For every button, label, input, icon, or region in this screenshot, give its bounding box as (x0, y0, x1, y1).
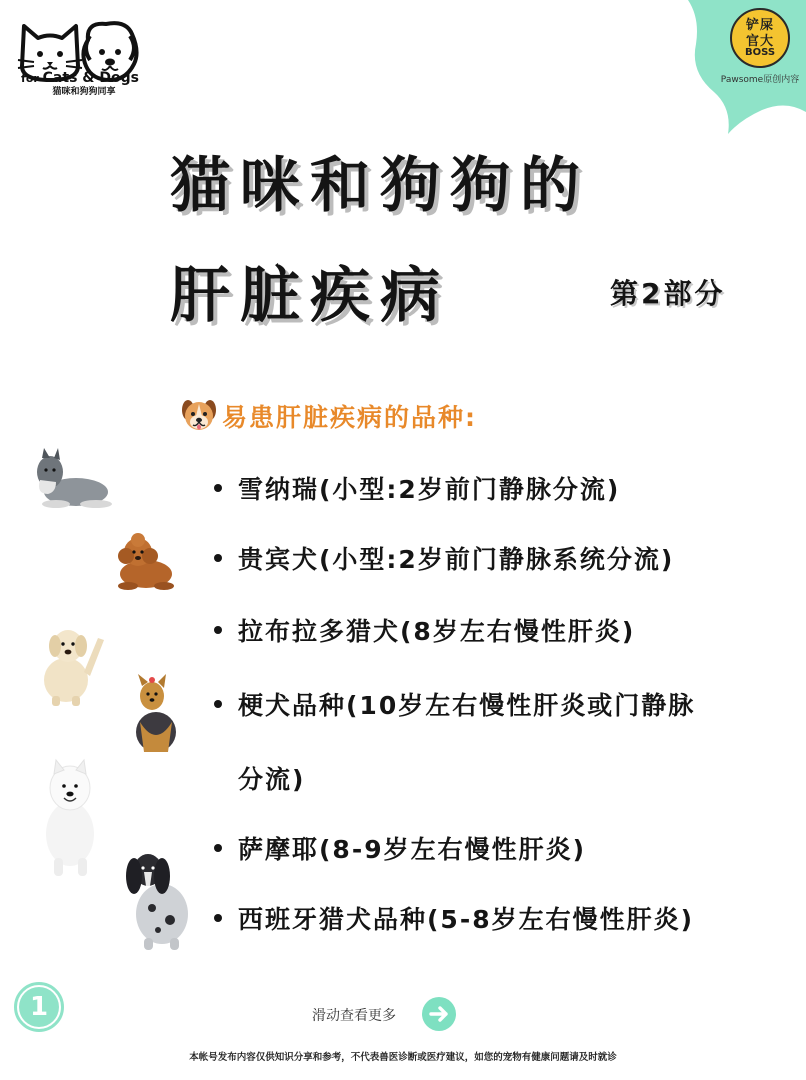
swipe-more-label: 滑动查看更多 (312, 1008, 396, 1024)
bullet (214, 554, 222, 562)
schnauzer-image (26, 442, 114, 512)
bullet (214, 626, 222, 634)
list-item: 雪纳瑞(小型:2岁前门静脉分流) (214, 470, 620, 506)
page-number: 1 (19, 987, 59, 1027)
samoyed-image (34, 758, 108, 878)
disclaimer: 本帐号发布内容仅供知识分享和参考，不代表兽医诊断或医疗建议，如您的宠物有健康问题请及时就诊 (189, 1052, 617, 1063)
list-item: 梗犬品种(10岁左右慢性肝炎或门静脉 (214, 686, 695, 722)
page-title-line-1: 猫咪和狗狗的 (170, 151, 590, 221)
badge-text-3: BOSS (744, 47, 776, 58)
breeds-heading: 易患肝脏疾病的品种: (222, 403, 477, 432)
badge-text-2: 官大 (745, 34, 774, 49)
list-item: 萨摩耶(8-9岁左右慢性肝炎) (214, 830, 586, 866)
labrador-image (28, 620, 108, 706)
bullet (214, 700, 222, 708)
badge-text-1: 铲屎 (745, 18, 774, 33)
logo-text: for Cats & Dogs (21, 70, 139, 86)
spaniel-image (118, 842, 200, 950)
bullet (214, 844, 222, 852)
arrow-right-icon (422, 997, 456, 1031)
list-item: 拉布拉多猎犬(8岁左右慢性肝炎) (214, 612, 635, 648)
dog-face-icon (180, 396, 218, 434)
list-item-continuation: 分流) (238, 765, 306, 794)
logo-subtitle: 猫咪和狗狗同享 (52, 87, 116, 97)
page-title-line-2: 肝脏疾病 (170, 261, 450, 331)
next-page-button[interactable] (422, 997, 456, 1031)
list-item: 西班牙猎犬品种(5-8岁左右慢性肝炎) (214, 900, 694, 936)
poodle-image (108, 530, 178, 594)
bullet (214, 914, 222, 922)
bullet (214, 484, 222, 492)
part-label: 第2部分 (610, 277, 726, 310)
list-item: 贵宾犬(小型:2岁前门静脉系统分流) (214, 540, 674, 576)
brand-caption: Pawsome原创内容 (720, 75, 800, 85)
yorkie-image (124, 672, 186, 756)
